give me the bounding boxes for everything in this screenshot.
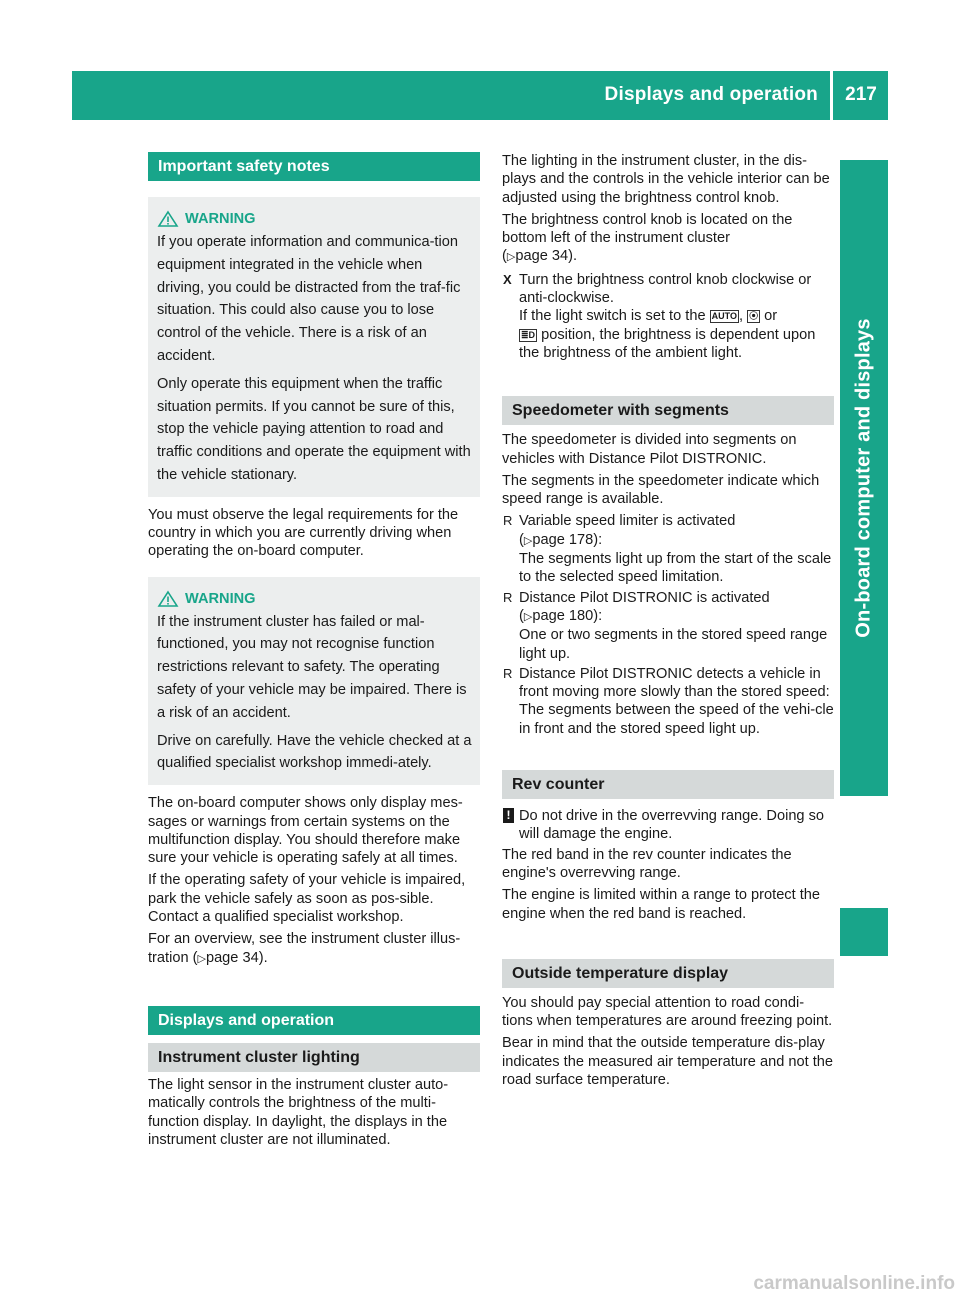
subsection-heading-outside-temperature: Outside temperature display: [502, 959, 834, 988]
warning-header: [157, 587, 472, 611]
bullet-marker-icon: R: [503, 513, 513, 529]
page-ref-link[interactable]: page 34).: [205, 949, 268, 966]
page-ref-arrow-icon: ▷: [523, 610, 533, 623]
step-subtext-a: If the light switch is set to the: [519, 308, 706, 325]
page-ref-arrow-icon: ▷: [506, 251, 516, 264]
header-title: Displays and operation: [604, 84, 818, 105]
list-item-title: Variable speed limiter is activated: [519, 513, 736, 530]
right-column: [502, 152, 834, 1093]
paragraph-legal: You must observe the legal requirements for the country in which you are currently driving when operating the on-board computer.: [148, 506, 459, 560]
page-ref-link[interactable]: page 178):: [532, 531, 603, 548]
warning-text: If you operate information and communica-tion equipment integrated in the vehicle when driving, you could be distracted from the traf-fic situation. This could also cause you to lose control of the vehicle. There is a risk of an accident.: [157, 234, 461, 364]
exclamation-icon: !: [503, 808, 514, 823]
bullet-marker-icon: R: [503, 589, 513, 605]
page-ref-arrow-icon: ▷: [523, 534, 533, 547]
page-ref-link[interactable]: page 180):: [532, 607, 603, 624]
side-marker-box: [840, 908, 888, 956]
list-item-text: The segments light up from the start of the scale to the selected speed limitation.: [519, 551, 832, 586]
step-text: Turn the brightness control knob clockwise or anti-clockwise.: [519, 271, 812, 307]
list-item: [502, 512, 834, 586]
warning-box: [148, 197, 480, 497]
paragraph-rev-2: The engine is limited within a range to protect the engine when the red band is reached.: [502, 887, 820, 922]
paragraph-light-sensor: The light sensor in the instrument cluster auto-matically controls the brightness of the multi-function display. In daylight, the displays in the instrument cluster are not illuminated.: [148, 1076, 449, 1148]
step-subtext-b: position, the brightness is dependent upon the brightness of the ambient light.: [519, 326, 816, 361]
knob-text: The brightness control knob is located on the bottom left of the instrument cluster: [502, 211, 793, 247]
subsection-heading-cluster-lighting: Instrument cluster lighting: [148, 1043, 480, 1072]
paragraph-rev-1: The red band in the rev counter indicates the engine's overrevving range.: [502, 846, 792, 881]
section-heading-safety: Important safety notes: [148, 152, 480, 181]
list-item: [502, 665, 834, 738]
parking-light-icon: ⦿: [749, 311, 759, 322]
warning-label: WARNING: [185, 590, 256, 607]
list-item: [502, 589, 834, 663]
bullet-marker-icon: R: [503, 665, 513, 681]
note-item: [502, 807, 834, 844]
warning-box: [148, 577, 480, 786]
auto-light-icon: AUTO: [711, 311, 737, 322]
warning-text: If the instrument cluster has failed or mal-functioned, you may not recognise function restrictions relevant to safety. The operating safety of your vehicle may be impaired. There is a risk of an accident.: [157, 613, 467, 721]
paragraph-temp-2: Bear in mind that the outside temperature dis-play indicates the measured air temperature and not the road surface temperature.: [502, 1035, 833, 1088]
warning-header: [157, 207, 472, 231]
header-separator: [830, 71, 833, 120]
list-item-text: The segments between the speed of the vehi-cle in front and the stored speed light up.: [519, 702, 834, 737]
list-item-text: One or two segments in the stored speed range light up.: [519, 627, 828, 662]
list-item-ref: (▷page 180):: [519, 607, 603, 624]
low-beam-icon: ≣D: [521, 329, 536, 340]
note-text: Do not drive in the overrevving range. Doing so will damage the engine.: [519, 808, 825, 843]
list-item-ref: (▷page 178):: [519, 531, 603, 548]
warning-triangle-icon: [157, 210, 179, 228]
warning-triangle-icon: [157, 590, 179, 608]
warning-text: Drive on carefully. Have the vehicle checked at a qualified specialist workshop immedi-ately.: [157, 732, 472, 772]
left-column: [148, 152, 480, 1153]
subsection-heading-speedometer: Speedometer with segments: [502, 396, 834, 425]
or-word: or: [764, 308, 778, 325]
paragraph-speedo-2: The segments in the speedometer indicate which speed range is available.: [502, 472, 820, 508]
page-ref-arrow-icon: ▷: [197, 952, 206, 965]
step-subtext: If the light switch is set to the AUTO , ⦿ or ≣D position, the brightness is dependent upon the brightness of the ambient light.: [519, 308, 816, 361]
paragraph-overview: [148, 930, 480, 968]
paragraph-knob: The brightness control knob is located on the bottom left of the instrument cluster (▷page 34).: [502, 211, 793, 265]
paragraph-lighting: The lighting in the instrument cluster, in the dis-plays and the controls in the vehicle interior can be adjusted using the brightness control knob.: [502, 153, 830, 206]
step-marker-icon: X: [503, 271, 512, 287]
page-ref-link[interactable]: page 34).: [515, 248, 578, 265]
paragraph-impaired: If the operating safety of your vehicle is impaired, park the vehicle safely as soon as pos-sible. Contact a qualified specialist workshop.: [148, 872, 466, 926]
section-heading-displays: Displays and operation: [148, 1006, 480, 1035]
list-item-title: Distance Pilot DISTRONIC is activated: [519, 589, 770, 606]
list-item-title: Distance Pilot DISTRONIC detects a vehicle in front moving more slowly than the stored speed:: [519, 665, 830, 701]
subsection-heading-rev-counter: Rev counter: [502, 770, 834, 799]
paragraph-speedo-1: The speedometer is divided into segments on vehicles with Distance Pilot DISTRONIC.: [502, 432, 797, 467]
paragraph-display: The on-board computer shows only display mes-sages or warnings from certain systems on the multifunction display. You should therefore make sure your vehicle is operating safely at all times.: [148, 795, 463, 867]
paragraph-temp-1: You should pay special attention to road condi-tions when temperatures are around freezing point.: [502, 994, 833, 1030]
overview-text: For an overview, see the instrument cluster illus-tration (: [148, 931, 461, 966]
warning-text: Only operate this equipment when the traffic situation permits. If you cannot be sure of this, stop the vehicle paying attention to road and traffic conditions and operate the equipment with the vehicle stationary.: [157, 375, 471, 483]
chapter-side-tab-label: On-board computer and displays: [852, 318, 875, 638]
instruction-step: [502, 271, 834, 362]
watermark-text: carmanualsonline.info: [753, 1273, 955, 1294]
warning-label: WARNING: [185, 211, 256, 227]
page-number: 217: [845, 84, 877, 105]
